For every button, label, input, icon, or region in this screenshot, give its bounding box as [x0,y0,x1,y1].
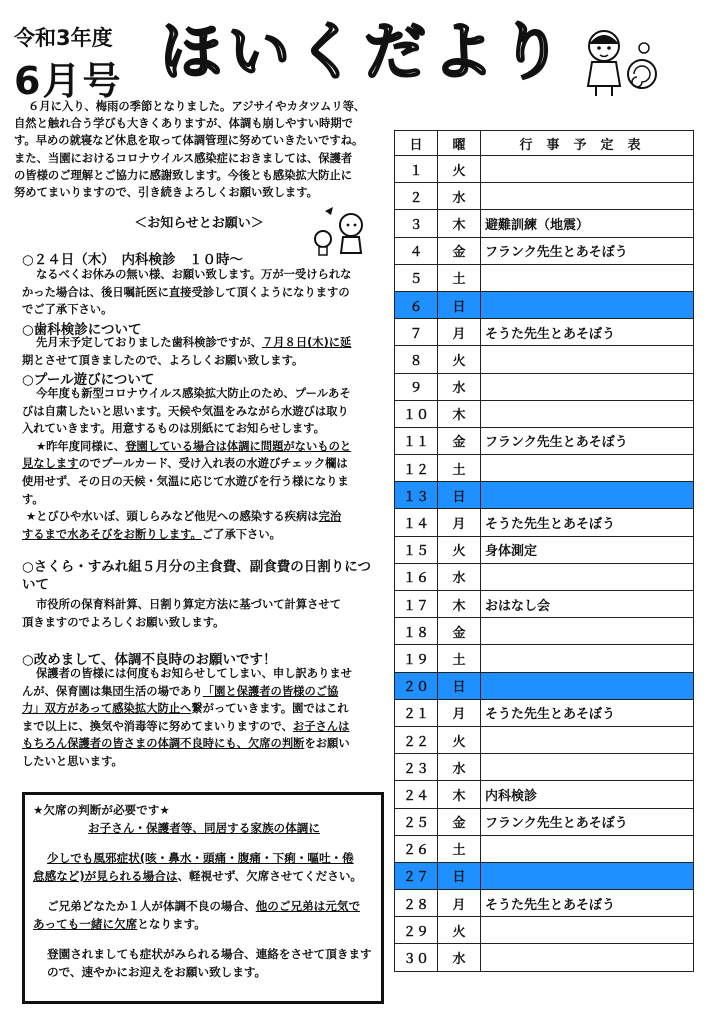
schedule-event [481,944,694,971]
health-underlined: お子さんは [292,719,350,733]
absence-notice-box [22,792,384,1004]
schedule-weekday: 火 [438,726,481,753]
health-text: 繋がっていきます。園ではこれ [191,702,349,716]
health-line: 保護者の皆様には何度もお知らせしてしまい、申し訳ありませ [36,667,352,680]
schedule-day: ２ [395,183,438,210]
schedule-day: ２２ [395,726,438,753]
schedule-event [481,862,694,889]
absence-box-subtitle: お子さん・保護者等、同居する家族の体調に [88,821,320,835]
schedule-event [481,455,694,482]
health-title: ○改めまして、体調不良時のお願いです！ [22,652,277,668]
schedule-row [395,291,694,318]
health-line [22,700,384,718]
schedule-day: １５ [395,536,438,563]
intro-line: ６月に入り、梅雨の季節となりました。アジサイやカタツムリ等、 [28,100,366,113]
schedule-row [395,156,694,183]
schedule-event [481,672,694,699]
children-playing-illustration [305,205,375,257]
dental-line: 期とさせて頂きましたので、よろしくお願い致します。 [22,353,304,367]
schedule-event [481,563,694,590]
absence-text: となります。 [137,917,206,931]
schedule-event: そうた先生とあそぼう [481,890,694,917]
schedule-row [395,427,694,454]
health-text: んが、保育園は集団生活の場であり [22,684,203,698]
newsletter-era: 令和3年度 [14,26,113,50]
absence-line [33,897,375,915]
schedule-row [395,264,694,291]
health-underlined: もちろん保護者の皆さまの体調不良時にも、欠席の判断 [22,737,305,751]
schedule-row [395,781,694,808]
health-line [22,735,384,753]
pool-body [22,385,384,543]
schedule-row [395,890,694,917]
schedule-row [395,563,694,590]
pool-text: のでプールカード、受け入れ表の水遊びチェック欄は [78,457,348,471]
schedule-day: １６ [395,563,438,590]
schedule-event: 身体測定 [481,536,694,563]
schedule-day: ７ [395,319,438,346]
schedule-event: そうた先生とあそぼう [481,319,694,346]
schedule-row [395,183,694,210]
pool-underlined: するまで水あそびをお断りします。 [22,527,202,541]
intro-line: 自然と触れ合う学びも大きくありますが、体調も崩しやすい時期で [14,117,353,131]
pool-text: ★とびひや水いぼ、頭しらみなど他児への感染する疾病は [26,510,319,524]
health-underlined: 「園と保護者の皆様のご協 [202,684,339,698]
schedule-day: ２４ [395,781,438,808]
schedule-weekday: 月 [438,890,481,917]
schedule-row [395,237,694,264]
absence-box-title: ★欠席の判断が必要です★ [33,803,170,817]
schedule-row [395,455,694,482]
schedule-event: フランク先生とあそぼう [481,427,694,454]
schedule-row [395,917,694,944]
schedule-event [481,917,694,944]
checkup-body [22,266,384,319]
absence-text: ご兄弟どなたか１人が体調不良の場合、 [47,899,256,913]
checkup-line: でご了承下さい。 [22,303,113,317]
schedule-weekday: 火 [438,156,481,183]
absence-underlined: あっても一緒に欠席 [33,917,138,931]
dental-title: ○歯科検診について [22,322,142,338]
schedule-weekday: 土 [438,264,481,291]
schedule-day: ９ [395,373,438,400]
schedule-event: フランク先生とあそぼう [481,808,694,835]
newsletter-month: 6月号 [14,59,123,103]
schedule-day: ５ [395,264,438,291]
schedule-row [395,726,694,753]
spacer [33,837,375,849]
schedule-day: ２８ [395,890,438,917]
schedule-weekday: 月 [438,319,481,346]
schedule-row [395,346,694,373]
schedule-body [395,156,694,972]
absence-line [33,867,375,885]
schedule-weekday: 土 [438,645,481,672]
schedule-weekday: 木 [438,591,481,618]
schedule-day: １２ [395,455,438,482]
schedule-day: １９ [395,645,438,672]
schedule-header-events: 行事予定表 [481,131,694,156]
schedule-weekday: 木 [438,210,481,237]
absence-underlined: 少しでも風邪症状(咳・鼻水・頭痛・腹痛・下痢・嘔吐・倦 [47,851,354,865]
health-text: をお願い [304,737,350,751]
schedule-row [395,591,694,618]
health-line [22,683,384,701]
schedule-row [395,835,694,862]
schedule-row [395,482,694,509]
meal-title-line: ○さくら・すみれ組５月分の主食費、副食費の日割りにつ [22,559,372,575]
checkup-line: なるべくお休みの無い様、お願い致します。万が一受けられな [36,268,352,281]
schedule-day: ６ [395,291,438,318]
schedule-row [395,509,694,536]
schedule-day: ３０ [395,944,438,971]
schedule-day: ２９ [395,917,438,944]
absence-line: 登園されましても症状がみられる場合、連絡をさせて頂きますので、速やかにお迎えをお願い致します。 [47,947,372,979]
schedule-day: １８ [395,618,438,645]
health-text: まで以上に、換気や消毒等に努めてまいりますので、 [22,719,293,733]
intro-paragraph [14,98,388,201]
schedule-weekday: 木 [438,400,481,427]
health-line [22,718,384,736]
schedule-row [395,754,694,781]
meal-title-line: いて [22,577,49,593]
pool-line: 今年度も新型コロナウイルス感染拡大防止のため、プールあそ [36,387,351,400]
pool-text: ご了承下さい。 [201,527,281,541]
schedule-event: 内科検診 [481,781,694,808]
schedule-row [395,536,694,563]
schedule-day: ２６ [395,835,438,862]
checkup-title: ○２４日（木） 内科検診 １０時～ [22,252,244,268]
schedule-weekday: 水 [438,373,481,400]
schedule-weekday: 火 [438,917,481,944]
intro-line: 努めてまいりますので、引き続きよろしくお願い致します。 [14,186,318,200]
schedule-weekday: 火 [438,536,481,563]
meal-body [22,596,384,631]
schedule-row [395,808,694,835]
schedule-weekday: 月 [438,509,481,536]
dental-new-date: ７月８日(木)に延 [261,336,352,349]
schedule-weekday: 日 [438,862,481,889]
pool-line: びは自粛したいと思います。天候や気温をみながら水遊びは取り [22,404,349,418]
pool-line [22,526,384,544]
schedule-day: １４ [395,509,438,536]
schedule-day: １３ [395,482,438,509]
schedule-row [395,400,694,427]
dental-text: 先月末予定しておりました歯科検診ですが、 [36,336,262,349]
schedule-weekday: 金 [438,618,481,645]
schedule-event [481,618,694,645]
event-schedule-table [394,130,694,972]
schedule-day: ２１ [395,699,438,726]
schedule-row [395,373,694,400]
intro-line: す。早めの就寝など休息を取って体調管理に努めていきたいですね。 [14,134,364,148]
schedule-event [481,645,694,672]
schedule-weekday: 日 [438,291,481,318]
schedule-event: フランク先生とあそぼう [481,237,694,264]
schedule-day: ３ [395,210,438,237]
pool-title: ○プール遊びについて [22,372,155,388]
schedule-day: １７ [395,591,438,618]
pool-line [22,438,384,456]
schedule-day: ２０ [395,672,438,699]
schedule-event: 避難訓練（地震） [481,210,694,237]
schedule-event [481,183,694,210]
pool-line: す。 [22,492,44,506]
schedule-event [481,373,694,400]
schedule-day: ２５ [395,808,438,835]
schedule-day: １ [395,156,438,183]
pool-underlined: 登園している場合は体調に問題がないものと [125,439,352,453]
meal-line: 頂きますのでよろしくお願い致します。 [22,615,225,629]
schedule-event [481,754,694,781]
intro-line: の皆様のご理解とご協力に感謝致します。今後とも感染拡大防止に [14,168,353,182]
pool-line: 入れていきます。用意するものは別紙にてお知らせします。 [22,422,325,436]
schedule-weekday: 水 [438,754,481,781]
absence-box-subtitle-wrap [33,819,375,837]
schedule-row [395,862,694,889]
pool-text: ★昨年度同様に、 [36,439,126,453]
absence-underlined: 怠感など)が見られる場合は [33,869,178,883]
absence-line [33,915,375,933]
schedule-event [481,291,694,318]
schedule-weekday: 木 [438,781,481,808]
schedule-day: ４ [395,237,438,264]
health-underlined: 力」双方があって感染拡大防止へ [22,702,192,716]
schedule-row [395,944,694,971]
schedule-row [395,672,694,699]
intro-line: また、当園におけるコロナウイルス感染症におきましては、保護者 [14,151,353,165]
schedule-event [481,264,694,291]
schedule-header-day: 日 [395,131,438,156]
schedule-header-row [395,131,694,156]
schedule-event: そうた先生とあそぼう [481,509,694,536]
schedule-event [481,346,694,373]
pool-line [22,508,384,526]
schedule-row [395,210,694,237]
spacer [33,933,375,945]
schedule-weekday: 日 [438,482,481,509]
girl-with-snail-illustration [572,26,662,98]
absence-line [33,849,375,867]
schedule-event: おはなし会 [481,591,694,618]
schedule-day: ２３ [395,754,438,781]
schedule-weekday: 金 [438,808,481,835]
schedule-weekday: 火 [438,346,481,373]
health-line: したいと思います。 [22,754,123,768]
schedule-weekday: 水 [438,944,481,971]
schedule-day: １１ [395,427,438,454]
schedule-header-weekday: 曜 [438,131,481,156]
schedule-event [481,482,694,509]
schedule-weekday: 水 [438,563,481,590]
schedule-event [481,726,694,753]
schedule-weekday: 月 [438,699,481,726]
schedule-day: ８ [395,346,438,373]
dental-body [22,334,384,369]
schedule-row [395,699,694,726]
schedule-weekday: 水 [438,183,481,210]
schedule-row [395,319,694,346]
schedule-weekday: 金 [438,427,481,454]
schedule-event [481,156,694,183]
absence-text: 、軽視せず、欠席させてください。 [177,869,363,883]
pool-line [22,455,384,473]
schedule-weekday: 日 [438,672,481,699]
newsletter-title: ほいくだより [160,15,569,88]
schedule-day: １０ [395,400,438,427]
checkup-line: かった場合は、後日嘱託医に直接受診して頂くようになりますの [22,285,350,299]
schedule-weekday: 土 [438,455,481,482]
schedule-event [481,835,694,862]
meal-line: 市役所の保育料計算、日割り算定方法に基づいて計算させて [36,598,342,611]
pool-underlined: 見なします [22,457,79,471]
pool-underlined: 完治 [318,510,342,524]
meal-title [22,558,384,594]
notice-heading: ＜お知らせとお願い＞ [134,216,264,231]
schedule-event [481,400,694,427]
absence-underlined: 他のご兄弟は元気で [255,899,361,913]
schedule-day: ２７ [395,862,438,889]
dental-line [22,334,384,352]
health-body [22,665,384,771]
schedule-event: そうた先生とあそぼう [481,699,694,726]
schedule-row [395,645,694,672]
spacer [33,885,375,897]
schedule-weekday: 金 [438,237,481,264]
schedule-row [395,618,694,645]
schedule-weekday: 土 [438,835,481,862]
pool-line: 使用せず、その日の天候・気温に応じて水遊びを行う様になりま [22,474,349,488]
